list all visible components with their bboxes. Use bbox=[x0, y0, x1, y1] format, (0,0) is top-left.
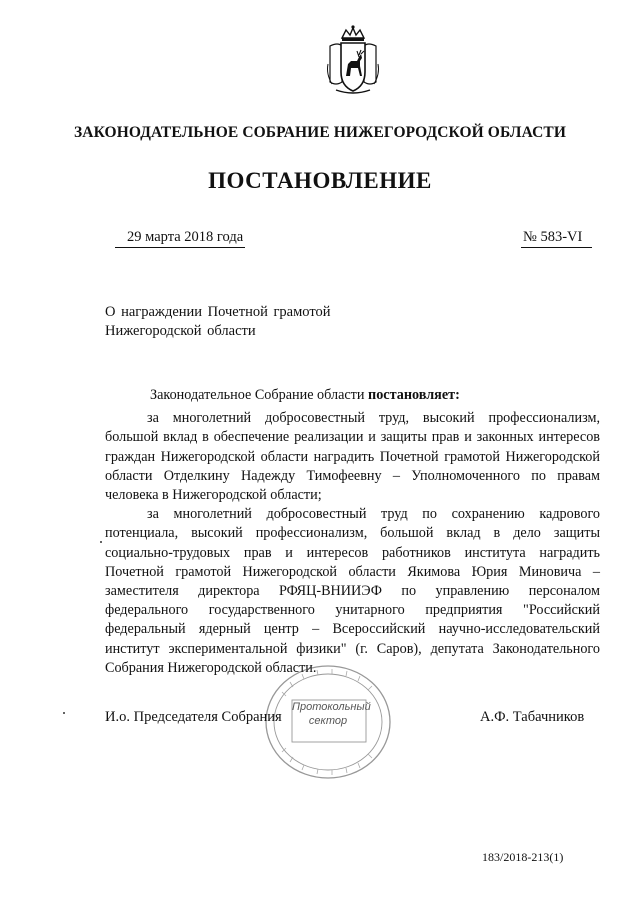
registration-code: 183/2018-213(1) bbox=[482, 850, 564, 864]
signatory-title: И.о. Председателя Собрания bbox=[105, 709, 282, 725]
organization-title: ЗАКОНОДАТЕЛЬНОЕ СОБРАНИЕ НИЖЕГОРОДСКОЙ ОБЛАСТИ bbox=[74, 124, 566, 141]
stamp-line-1: Протокольный bbox=[292, 701, 371, 713]
coat-of-arms-icon bbox=[324, 24, 382, 96]
award-paragraph-2: за многолетний добросовестный труд по сохранению кадрового потенциала, высокий профессионализм, большой вклад в дело защиты социально-трудовых прав и интересов работников института наградить Почетной грамотой Нижегородской области Якимова Юрия Миновича – заместителя директора РФЯЦ-ВНИИЭФ по управлению персоналом федерального государственного унитарного предприятия "Российский федеральный ядерный центр – Всероссийский научно-исследовательский институт экспериментальной физики" (г. Саров), депутата Законодательного Собрания Нижегородской области. bbox=[105, 506, 600, 676]
scan-speck bbox=[100, 541, 102, 543]
subject-line-1: О награждении Почетной грамотой bbox=[105, 304, 331, 320]
document-subject bbox=[105, 303, 385, 341]
scan-speck bbox=[63, 712, 65, 714]
document-type-title: ПОСТАНОВЛЕНИЕ bbox=[208, 168, 432, 193]
intro-bold-verb: постановляет: bbox=[368, 387, 460, 403]
intro-text: Законодательное Собрание области bbox=[150, 387, 369, 403]
document-number: № 583-VI bbox=[521, 229, 592, 248]
award-paragraph-1: за многолетний добросовестный труд, высокий профессионализм, большой вклад в обеспечение реализации и защиты прав и законных интересов граждан Нижегородской области наградить Почетной грамотой Нижегородской области Отделкину Надежду Тимофеевну – Уполномоченного по правам человека в Нижегородской области; bbox=[105, 410, 600, 504]
stamp-line-2: сектор bbox=[308, 715, 348, 727]
stamp-label bbox=[292, 700, 371, 728]
resolution-intro bbox=[105, 386, 600, 405]
document-body bbox=[105, 386, 600, 678]
signatory-name: А.Ф. Табачников bbox=[480, 709, 585, 725]
subject-line-2: Нижегородской области bbox=[105, 323, 256, 339]
document-date: 29 марта 2018 года bbox=[115, 229, 245, 248]
